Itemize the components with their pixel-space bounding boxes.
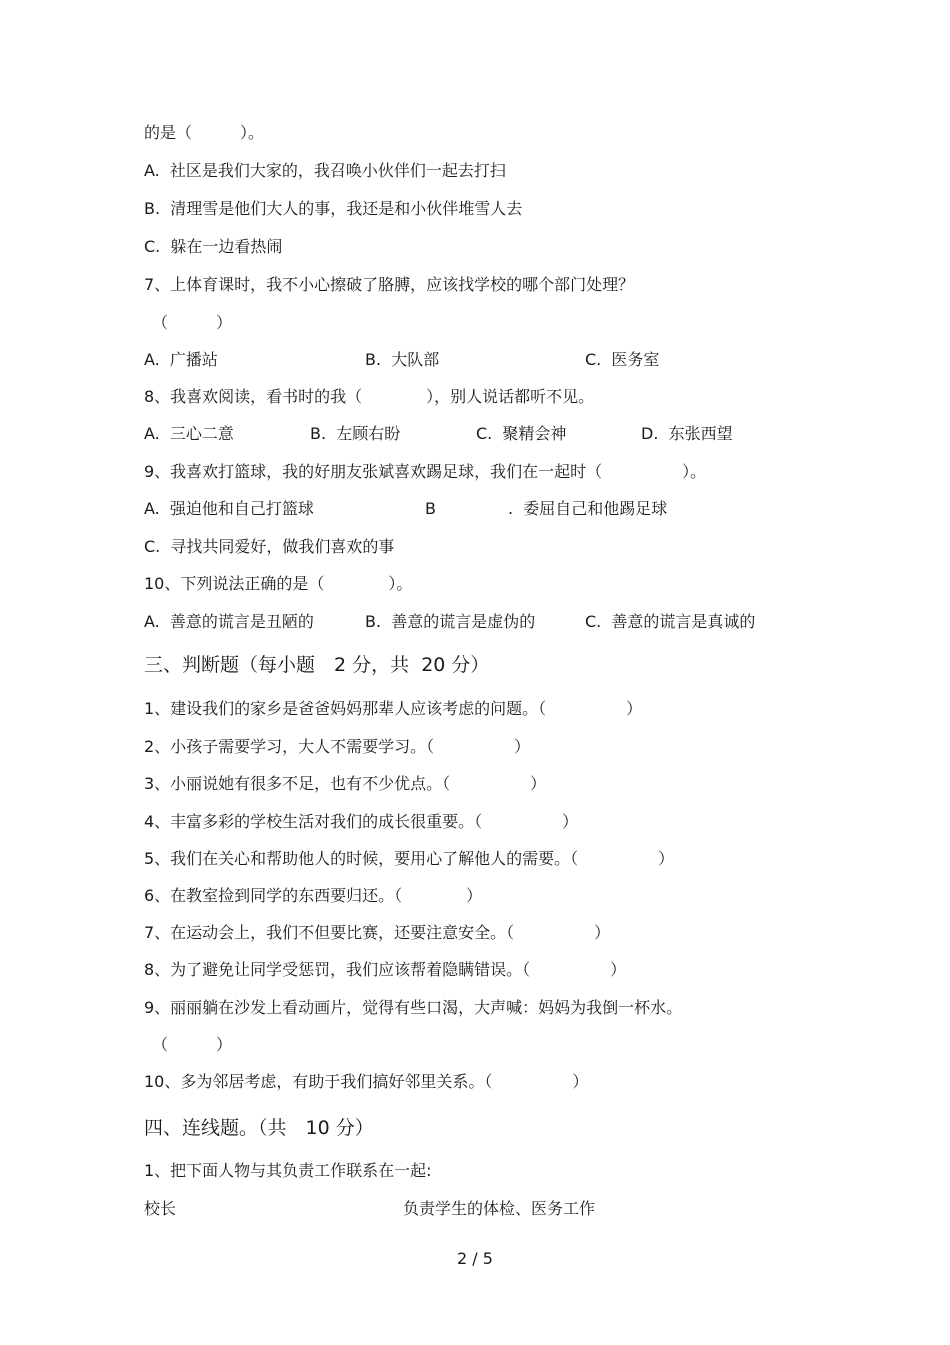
section4-heading: 四、连线题。（共 10 分） bbox=[144, 1117, 374, 1139]
judge-item-10: 10、多为邻居考虑，有助于我们搞好邻里关系。（ ） bbox=[144, 1072, 589, 1091]
q9-option-b-letter: B bbox=[425, 499, 436, 518]
q8-option-b: B. 左顾右盼 bbox=[310, 424, 401, 443]
q6-option-c: C. 躲在一边看热闹 bbox=[144, 237, 283, 256]
q8-option-c: C. 聚精会神 bbox=[476, 424, 567, 443]
page-number: 2 / 5 bbox=[457, 1249, 493, 1268]
match-question-1: 1、把下面人物与其负责工作联系在一起: bbox=[144, 1161, 432, 1180]
q8-question: 8、我喜欢阅读，看书时的我（ ），别人说话都听不见。 bbox=[144, 387, 595, 406]
q6-option-b: B. 清理雪是他们大人的事，我还是和小伙伴堆雪人去 bbox=[144, 199, 523, 218]
q7-option-c: C. 医务室 bbox=[585, 350, 660, 369]
q8-option-d: D. 东张西望 bbox=[641, 424, 733, 443]
q10-option-b: B. 善意的谎言是虚伪的 bbox=[365, 612, 536, 631]
match-right-item: 负责学生的体检、医务工作 bbox=[403, 1199, 596, 1218]
judge-item-9-paren: （ ） bbox=[152, 1035, 233, 1054]
judge-item-6: 6、在教室捡到同学的东西要归还。（ ） bbox=[144, 886, 483, 905]
q10-question: 10、下列说法正确的是（ ）。 bbox=[144, 574, 413, 593]
q9-question: 9、我喜欢打篮球，我的好朋友张斌喜欢踢足球，我们在一起时（ ）。 bbox=[144, 462, 707, 481]
q7-question: 7、上体育课时，我不小心擦破了胳膊，应该找学校的哪个部门处理？ bbox=[144, 275, 635, 294]
q7-answer-paren: （ ） bbox=[152, 313, 233, 332]
q10-option-c: C. 善意的谎言是真诚的 bbox=[585, 612, 756, 631]
match-left-item: 校长 bbox=[144, 1199, 177, 1218]
q9-option-a: A. 强迫他和自己打篮球 bbox=[144, 499, 314, 518]
judge-item-1: 1、建设我们的家乡是爸爸妈妈那辈人应该考虑的问题。（ ） bbox=[144, 699, 643, 718]
judge-item-8: 8、为了避免让同学受惩罚，我们应该帮着隐瞒错误。（ ） bbox=[144, 960, 627, 979]
section3-heading: 三、判断题（每小题 2 分，共 20 分） bbox=[144, 654, 490, 676]
q9-option-b-text: . 委屈自己和他踢足球 bbox=[508, 499, 668, 518]
judge-item-7: 7、在运动会上，我们不但要比赛，还要注意安全。（ ） bbox=[144, 923, 611, 942]
judge-item-9: 9、丽丽躺在沙发上看动画片，觉得有些口渴，大声喊：妈妈为我倒一杯水。 bbox=[144, 998, 683, 1017]
q6-option-a: A. 社区是我们大家的，我召唤小伙伴们一起去打扫 bbox=[144, 161, 506, 180]
q9-option-c: C. 寻找共同爱好，做我们喜欢的事 bbox=[144, 537, 395, 556]
judge-item-3: 3、小丽说她有很多不足，也有不少优点。（ ） bbox=[144, 774, 547, 793]
q6-tail: 的是（ ）。 bbox=[144, 123, 265, 142]
judge-item-2: 2、小孩子需要学习，大人不需要学习。（ ） bbox=[144, 737, 531, 756]
judge-item-5: 5、我们在关心和帮助他人的时候，要用心了解他人的需要。（ ） bbox=[144, 849, 675, 868]
judge-item-4: 4、丰富多彩的学校生活对我们的成长很重要。（ ） bbox=[144, 812, 579, 831]
q7-option-b: B. 大队部 bbox=[365, 350, 440, 369]
q10-option-a: A. 善意的谎言是丑陋的 bbox=[144, 612, 314, 631]
q7-option-a: A. 广播站 bbox=[144, 350, 218, 369]
q8-option-a: A. 三心二意 bbox=[144, 424, 234, 443]
